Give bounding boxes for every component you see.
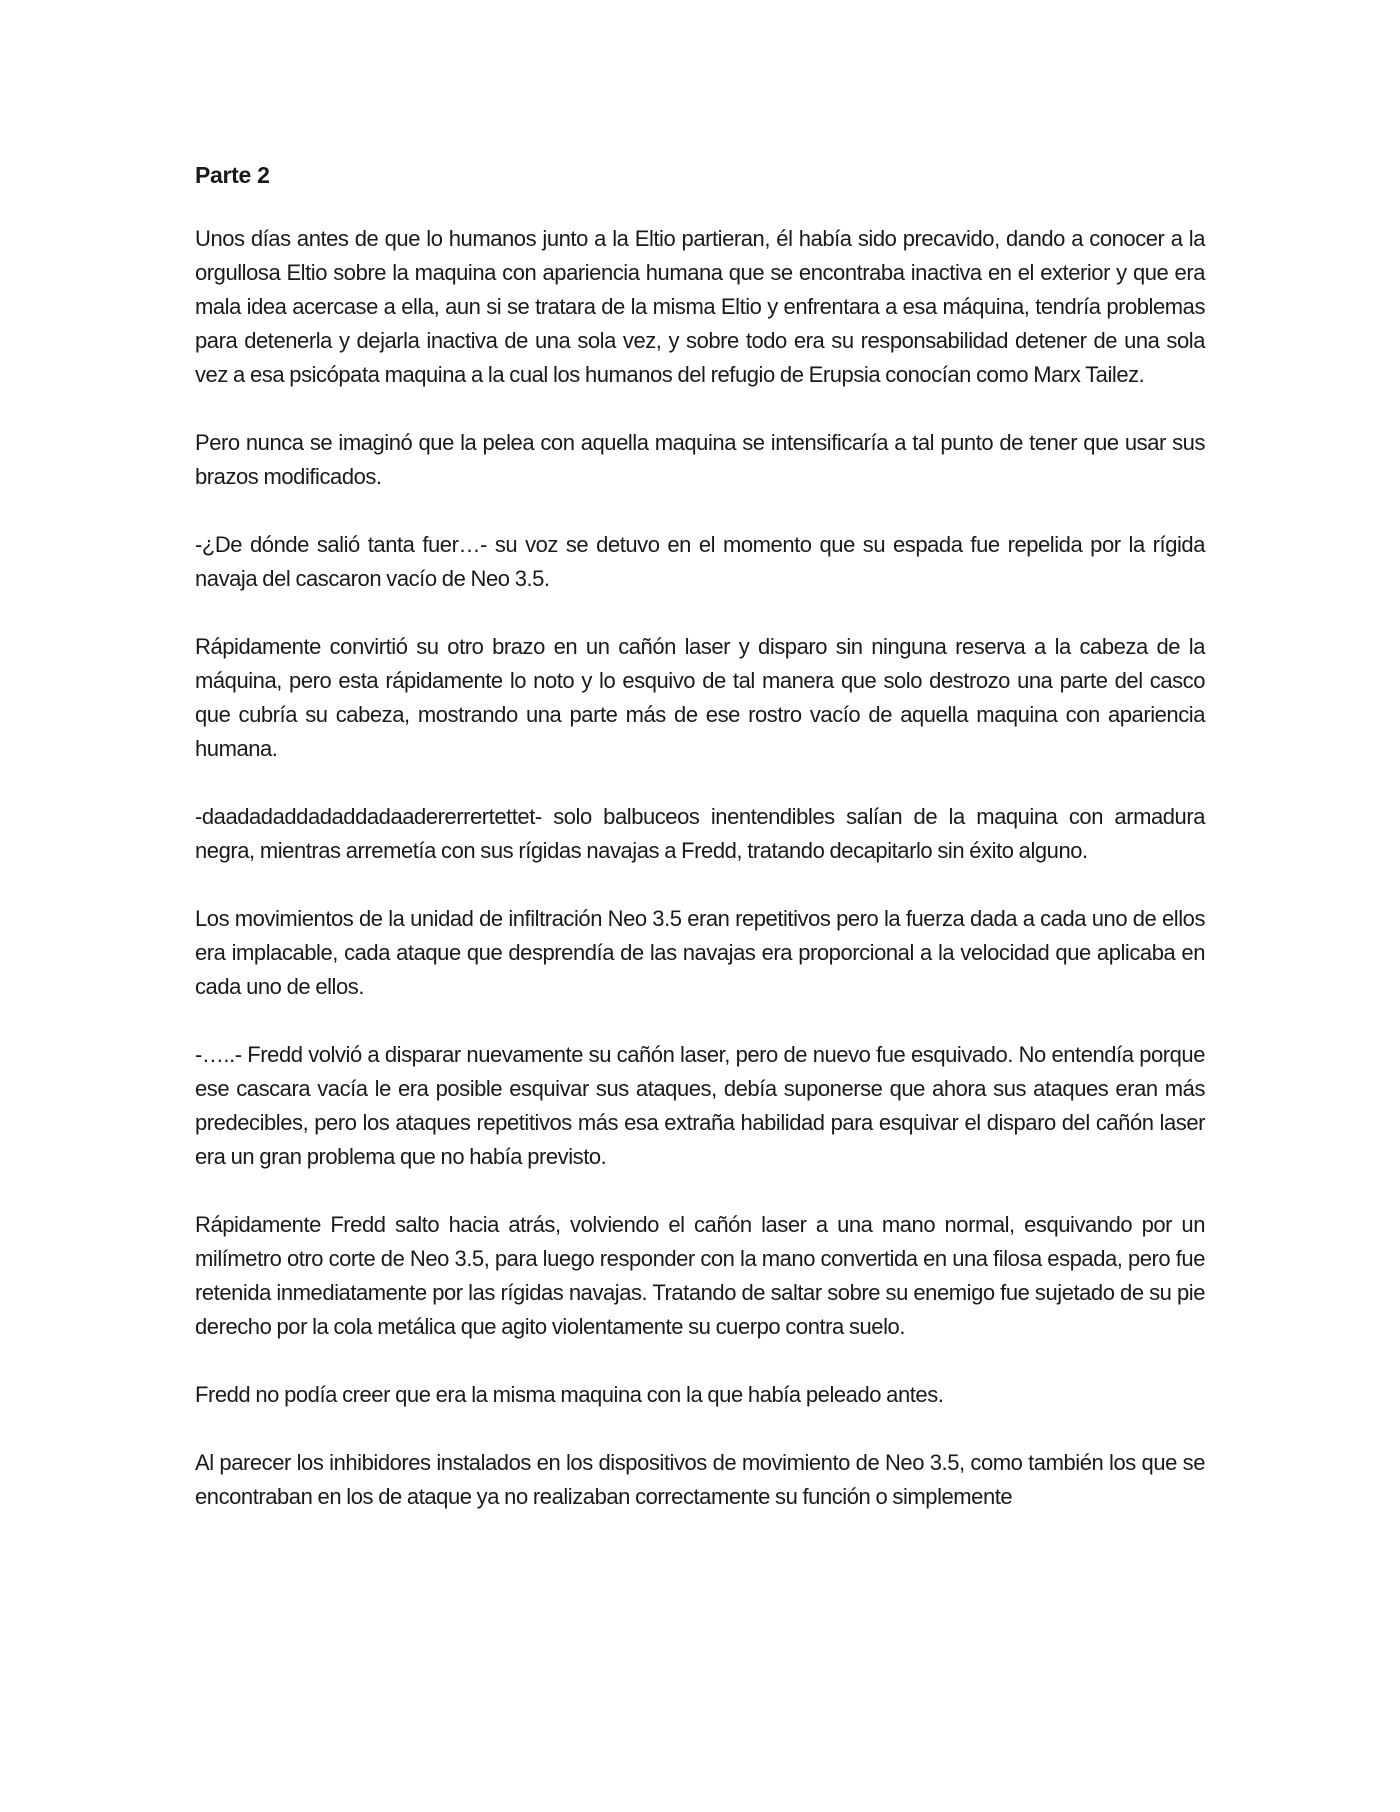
paragraph-4: Rápidamente convirtió su otro brazo en un cañón laser y disparo sin ninguna reserva a la cabeza de la máquina, pero esta rápidamente lo noto y lo esquivo de tal manera que solo destrozo una parte del casco que cubría su cabeza, mostrando una parte más de ese rostro vacío de aquella maquina con apariencia humana. bbox=[195, 634, 1205, 761]
paragraph-5: -daadadaddadaddadaadererrertettet- solo balbuceos inentendibles salían de la maquina con armadura negra, mientras arremetía con sus rígidas navajas a Fredd, tratando decapitarlo sin éxito alguno. bbox=[195, 804, 1205, 863]
paragraph-10: Al parecer los inhibidores instalados en los dispositivos de movimiento de Neo 3.5, como también los que se encontraban en los de ataque ya no realizaban correctamente su función o simplemente bbox=[195, 1450, 1205, 1509]
paragraph-9: Fredd no podía creer que era la misma maquina con la que había peleado antes. bbox=[195, 1382, 944, 1407]
paragraph-3: -¿De dónde salió tanta fuer…- su voz se detuvo en el momento que su espada fue repelida por la rígida navaja del cascaron vacío de Neo 3.5. bbox=[195, 532, 1205, 591]
paragraph-6: Los movimientos de la unidad de infiltración Neo 3.5 eran repetitivos pero la fuerza dada a cada uno de ellos era implacable, cada ataque que desprendía de las navajas era proporcional a la velocidad que aplicaba en cada uno de ellos. bbox=[195, 906, 1205, 999]
paragraph-2: Pero nunca se imaginó que la pelea con aquella maquina se intensificaría a tal punto de tener que usar sus brazos modificados. bbox=[195, 430, 1205, 489]
paragraph-8: Rápidamente Fredd salto hacia atrás, volviendo el cañón laser a una mano normal, esquivando por un milímetro otro corte de Neo 3.5, para luego responder con la mano convertida en una filosa espada, pero fue retenida inmediatamente por las rígidas navajas. Tratando de saltar sobre su enemigo fue sujetado de su pie derecho por la cola metálica que agito violentamente su cuerpo contra suelo. bbox=[195, 1212, 1205, 1339]
document-body bbox=[195, 158, 1205, 1548]
paragraph-1: Unos días antes de que lo humanos junto a la Eltio partieran, él había sido precavido, dando a conocer a la orgullosa Eltio sobre la maquina con apariencia humana que se encontraba inactiva en el exterior y que era mala idea acercase a ella, aun si se tratara de la misma Eltio y enfrentara a esa máquina, tendría problemas para detenerla y dejarla inactiva de una sola vez, y sobre todo era su responsabilidad detener de una sola vez a esa psicópata maquina a la cual los humanos del refugio de Erupsia conocían como Marx Tailez. bbox=[195, 226, 1205, 387]
paragraph-7: -…..- Fredd volvió a disparar nuevamente su cañón laser, pero de nuevo fue esquivado. No entendía porque ese cascara vacía le era posible esquivar sus ataques, debía suponerse que ahora sus ataques eran más predecibles, pero los ataques repetitivos más esa extraña habilidad para esquivar el disparo del cañón laser era un gran problema que no había previsto. bbox=[195, 1042, 1205, 1169]
section-heading: Parte 2 bbox=[195, 162, 270, 188]
